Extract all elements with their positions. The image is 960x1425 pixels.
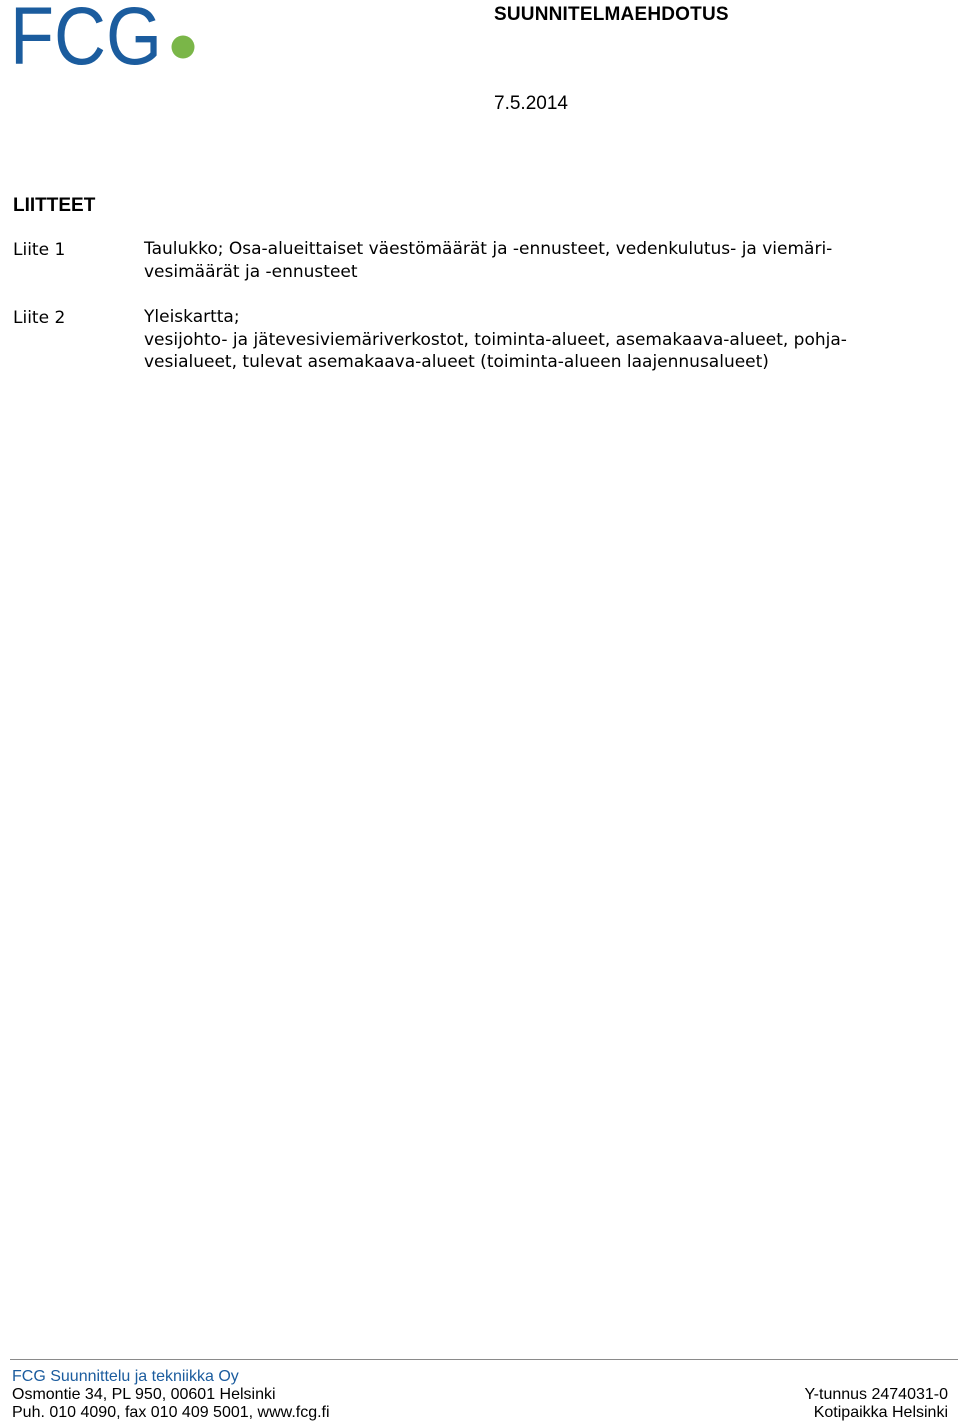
footer-contact: Puh. 010 4090, fax 010 409 5001, www.fcg.fi — [12, 1404, 330, 1421]
attachment-2-line: vesialueet, tulevat asemakaava-alueet (toiminta-alueen laajennusalueet) — [144, 352, 769, 372]
document-type: SUUNNITELMAEHDOTUS — [494, 4, 729, 25]
footer-address: Osmontie 34, PL 950, 00601 Helsinki — [12, 1386, 276, 1403]
attachment-1-description — [144, 238, 944, 283]
attachment-2-label: Liite 2 — [13, 308, 66, 328]
attachment-1-line: vesimäärät ja -ennusteet — [144, 261, 358, 282]
attachment-2-line: Yleiskartta; — [144, 307, 240, 327]
attachment-2-description — [144, 306, 944, 374]
footer-divider — [10, 1359, 958, 1360]
footer — [12, 1368, 948, 1422]
footer-business-id: Y-tunnus 2474031-0 — [804, 1386, 948, 1403]
footer-domicile: Kotipaikka Helsinki — [813, 1404, 948, 1421]
attachment-1-line: Taulukko; Osa-alueittaiset väestömäärät ja -ennusteet, vedenkulutus- ja viemäri- — [144, 239, 833, 259]
logo-text: FCG — [10, 2, 162, 68]
footer-company-name: FCG Suunnittelu ja tekniikka Oy — [12, 1368, 239, 1385]
attachment-2-line: vesijohto- ja jätevesiviemäriverkostot, toiminta-alueet, asemakaava-alueet, pohja- — [144, 329, 847, 350]
logo-green-dot — [172, 36, 195, 59]
document-date: 7.5.2014 — [494, 93, 568, 114]
section-title: LIITTEET — [13, 195, 96, 216]
attachment-1-label: Liite 1 — [13, 240, 66, 260]
fcg-logo — [10, 2, 200, 68]
